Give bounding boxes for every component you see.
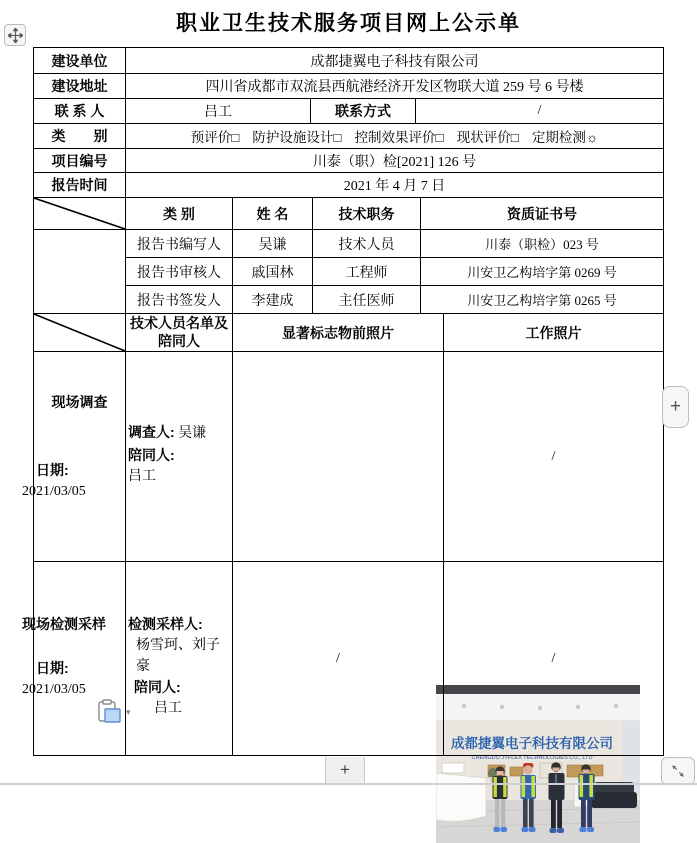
personnel-header-name: 姓 名 (233, 198, 313, 230)
site-survey-date-label: 日期: (36, 462, 69, 478)
personnel-left-empty-cell (34, 230, 126, 314)
paste-options-clipboard-icon (96, 699, 122, 727)
sampling-escort-name: 吕工 (154, 701, 182, 716)
personnel-row-cert: 川安卫乙构培字第 0265 号 (421, 286, 664, 314)
personnel-row-title: 主任医师 (313, 286, 421, 314)
landmark-photo-header: 显著标志物前照片 (233, 314, 444, 352)
personnel-row-cert: 川安卫乙构培字第 0269 号 (421, 258, 664, 286)
sampling-date: 2021/03/05 (22, 682, 86, 697)
personnel-row-title: 技术人员 (313, 230, 421, 258)
sampling-date-label: 日期: (36, 660, 69, 676)
sampling-people-cell (126, 562, 233, 756)
personnel-row-cert: 川泰（职检）023 号 (421, 230, 664, 258)
sampling-work-photo-cell: / (444, 562, 664, 756)
diagonal-cell-2 (34, 314, 126, 352)
site-survey-date: 2021/03/05 (22, 484, 86, 499)
investigator-label: 调查人: (128, 424, 175, 440)
diagonal-line (34, 198, 125, 229)
paste-options-dropdown-icon: ▾ (126, 708, 131, 718)
investigator-name: 吴谦 (178, 426, 207, 441)
project-no-label: 项目编号 (34, 149, 126, 173)
diagonal-line (34, 314, 125, 351)
escort-label: 陪同人: (128, 446, 175, 463)
personnel-row-role: 报告书编写人 (126, 230, 233, 258)
diagonal-cell-1 (34, 198, 126, 230)
report-date-value: 2021 年 4 月 7 日 (126, 173, 664, 198)
unit-label: 建设单位 (34, 48, 126, 74)
contact-method-label: 联系方式 (311, 99, 416, 124)
staff-escort-header: 技术人员名单及陪同人 (126, 314, 233, 352)
personnel-header-role: 类 别 (126, 198, 233, 230)
category-option-status: 现状评价□ (456, 130, 519, 145)
move-arrows-icon (8, 28, 23, 43)
landmark-photo-cell (233, 352, 613, 761)
sampling-label: 现场检测采样 (22, 616, 106, 632)
paste-options-button[interactable] (96, 699, 140, 727)
publicity-form-table (22, 47, 664, 761)
unit-value: 成都捷翼电子科技有限公司 (126, 48, 664, 74)
sampling-photo-cell: / (233, 562, 444, 756)
project-no-value: 川泰（职）检[2021] 126 号 (126, 149, 664, 173)
personnel-row-title: 工程师 (313, 258, 421, 286)
category-option-pre: 预评价□ (190, 130, 240, 145)
personnel-row-name: 戚国林 (233, 258, 313, 286)
sampler-names: 杨雪珂、刘子豪 (136, 638, 220, 674)
personnel-header-title: 技术职务 (313, 198, 421, 230)
site-survey-label: 现场调查 (51, 394, 108, 410)
sampling-escort-label: 陪同人: (134, 679, 181, 695)
site-survey-label-cell (22, 352, 126, 562)
page-title: 职业卫生技术服务项目网上公示单 (176, 12, 521, 35)
contact-value: 吕工 (126, 99, 311, 124)
svg-text:成都捷翼电子科技有限公司: 成都捷翼电子科技有限公司 (451, 736, 613, 751)
category-options (126, 124, 664, 149)
work-photo-header: 工作照片 (444, 314, 664, 352)
contact-label: 联 系 人 (34, 99, 126, 124)
insert-row-button[interactable]: + (325, 757, 365, 783)
personnel-row-name: 李建成 (233, 286, 313, 314)
personnel-row-role: 报告书签发人 (126, 286, 233, 314)
table-move-handle[interactable] (4, 24, 26, 46)
category-label: 类 别 (34, 124, 126, 149)
category-option-design: 防护设施设计□ (252, 130, 342, 145)
address-value: 四川省成都市双流县西航港经济开发区物联大道 259 号 6 号楼 (126, 74, 664, 99)
insert-column-button[interactable]: + (662, 386, 689, 428)
site-survey-people-cell (126, 352, 233, 562)
work-photo-cell: / (444, 352, 664, 562)
personnel-row-name: 吴谦 (233, 230, 313, 258)
svg-text:CHENGDU JYFLEX TECHNOLOGIES CO: CHENGDU JYFLEX TECHNOLOGIES CO., LTD (471, 755, 593, 761)
personnel-header-cert: 资质证书号 (421, 198, 664, 230)
resize-arrows-icon (671, 764, 685, 778)
contact-method-value: / (416, 99, 664, 124)
escort-name: 吕工 (128, 469, 156, 485)
category-option-periodic-checked: 定期检测☼ (531, 130, 599, 145)
report-date-label: 报告时间 (34, 173, 126, 198)
sampler-label: 检测采样人: (128, 616, 203, 632)
category-option-control: 控制效果评价□ (354, 130, 444, 145)
personnel-row-role: 报告书审核人 (126, 258, 233, 286)
address-label: 建设地址 (34, 74, 126, 99)
table-resize-handle[interactable] (661, 757, 695, 785)
